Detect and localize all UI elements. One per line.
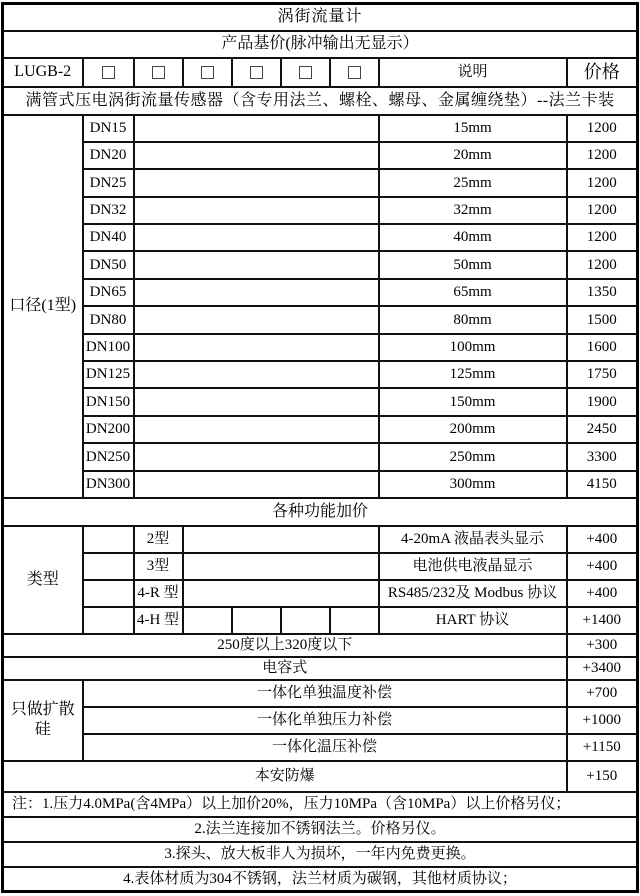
note-line: 4.表体材质为304不锈钢，法兰材质为碳钢，其他材质协议； [3,867,638,892]
type-desc-cell: 4-20mA 液晶表头显示 [379,526,567,553]
model-option-cell [232,58,281,87]
spacer-cell [83,580,134,607]
size-cell: 65mm [379,279,567,306]
type-cell: 4-H 型 [134,607,183,634]
table-row [3,580,638,607]
model-option-cell [183,58,232,87]
spacer-cell [134,361,379,388]
price-cell: 1200 [567,115,638,142]
table-row [3,388,638,415]
model-option-cell [83,58,134,87]
price-cell: 2450 [567,416,638,443]
price-cell: +700 [567,680,638,707]
price-cell: 1200 [567,142,638,169]
spacer-cell [183,526,379,553]
option-desc-cell: 一体化单独压力补偿 [83,707,567,734]
price-cell: +300 [567,634,638,657]
page-title: 涡街流量计 [3,4,638,31]
size-cell: 40mm [379,224,567,251]
price-cell: +3400 [567,657,638,680]
spacer-cell [281,607,330,634]
table-row [3,867,638,892]
dn-cell: DN32 [83,197,134,224]
spacer-cell [134,306,379,333]
table-row [3,761,638,792]
spacer-cell [134,443,379,470]
type-desc-cell: RS485/232及 Modbus 协议 [379,580,567,607]
price-cell: +400 [567,526,638,553]
table-row [3,142,638,169]
option-desc-cell: 电容式 [3,657,567,680]
price-cell: 1200 [567,224,638,251]
size-cell: 250mm [379,443,567,470]
spacer-cell [83,607,134,634]
size-cell: 20mm [379,142,567,169]
size-cell: 25mm [379,169,567,196]
price-cell: 1350 [567,279,638,306]
size-cell: 150mm [379,388,567,415]
option-desc-cell: 一体化温压补偿 [83,734,567,761]
checkbox-icon [250,66,263,79]
spacer-cell [232,607,281,634]
table-row [3,634,638,657]
price-cell: +400 [567,553,638,580]
model-code: LUGB-2 [3,58,83,87]
model-option-cell [134,58,183,87]
dn-cell: DN250 [83,443,134,470]
dn-cell: DN150 [83,388,134,415]
checkbox-icon [152,66,165,79]
table-row [3,334,638,361]
spacer-cell [134,197,379,224]
type-cell: 2型 [134,526,183,553]
base-price-subtitle: 产品基价(脉冲输出无显示） [3,31,638,58]
size-cell: 300mm [379,471,567,498]
dn-cell: DN20 [83,142,134,169]
table-row [3,498,638,526]
size-cell: 125mm [379,361,567,388]
table-row [3,471,638,498]
price-column-header: 价格 [567,58,638,87]
table-row [3,607,638,634]
type-desc-cell: 电池供电液晶显示 [379,553,567,580]
table-row [3,553,638,580]
sensor-description-banner: 满管式压电涡街流量传感器（含专用法兰、螺栓、螺母、金属缠绕垫）--法兰卡装 [3,87,638,115]
option-desc-cell: 本安防爆 [3,761,567,792]
option-desc-cell: 一体化单独温度补偿 [83,680,567,707]
table-row [3,197,638,224]
table-row [3,224,638,251]
price-cell: 1600 [567,334,638,361]
table-row [3,707,638,734]
table-row [3,4,638,31]
table-row [3,842,638,867]
dn-cell: DN25 [83,169,134,196]
table-row [3,526,638,553]
spacer-cell [134,224,379,251]
table-row [3,251,638,278]
spacer-cell [183,553,379,580]
dn-cell: DN80 [83,306,134,333]
table-row [3,416,638,443]
size-cell: 200mm [379,416,567,443]
price-cell: 1200 [567,251,638,278]
note-line: 注：1.压力4.0MPa(含4MPa）以上加价20%，压力10MPa（含10MPa）以上价格另仪； [3,792,638,817]
price-cell: 1750 [567,361,638,388]
table-row [3,115,638,142]
spacer-cell [134,251,379,278]
flowmeter-price-table [1,2,639,893]
checkbox-icon [348,66,361,79]
price-cell: +400 [567,580,638,607]
note-line: 3.探头、放大板非人为损坏，一年内免费更换。 [3,842,638,867]
type-cell: 3型 [134,553,183,580]
model-option-cell [281,58,330,87]
description-column-header: 说明 [379,58,567,87]
option-desc-cell: 250度以上320度以下 [3,634,567,657]
price-cell: 1200 [567,169,638,196]
spacer-cell [134,142,379,169]
price-cell: 1900 [567,388,638,415]
price-cell: +150 [567,761,638,792]
table-row [3,31,638,58]
price-cell: +1150 [567,734,638,761]
table-row [3,306,638,333]
dn-cell: DN300 [83,471,134,498]
type-desc-cell: HART 协议 [379,607,567,634]
checkbox-icon [102,66,115,79]
spacer-cell [134,416,379,443]
dn-cell: DN100 [83,334,134,361]
spacer-cell [83,553,134,580]
table-row [3,817,638,842]
spacer-cell [134,388,379,415]
price-cell: 3300 [567,443,638,470]
spacer-cell [183,580,379,607]
note-line: 2.法兰连接加不锈钢法兰。价格另仪。 [3,817,638,842]
dn-cell: DN40 [83,224,134,251]
table-row [3,680,638,707]
spacer-cell [83,526,134,553]
checkbox-icon [299,66,312,79]
size-cell: 32mm [379,197,567,224]
dn-cell: DN125 [83,361,134,388]
dn-cell: DN65 [83,279,134,306]
price-cell: +1400 [567,607,638,634]
diameter-section-label: 口径(1型) [3,115,83,498]
table-row [3,87,638,115]
model-option-cell [330,58,379,87]
size-cell: 100mm [379,334,567,361]
price-cell: 1200 [567,197,638,224]
spacer-cell [183,607,232,634]
table-row [3,792,638,817]
addons-section-header: 各种功能加价 [3,498,638,526]
table-row [3,361,638,388]
table-row [3,657,638,680]
dn-cell: DN200 [83,416,134,443]
spacer-cell [134,169,379,196]
price-cell: 1500 [567,306,638,333]
size-cell: 15mm [379,115,567,142]
spacer-cell [134,115,379,142]
size-cell: 80mm [379,306,567,333]
dn-cell: DN15 [83,115,134,142]
table-row [3,279,638,306]
spacer-cell [330,607,379,634]
size-cell: 50mm [379,251,567,278]
spacer-cell [134,334,379,361]
spacer-cell [134,279,379,306]
checkbox-icon [201,66,214,79]
price-cell: 4150 [567,471,638,498]
spacer-cell [134,471,379,498]
dn-cell: DN50 [83,251,134,278]
model-header-row [3,58,638,87]
table-row [3,734,638,761]
table-row [3,169,638,196]
table-row [3,443,638,470]
type-cell: 4-R 型 [134,580,183,607]
silicon-section-label: 只做扩散硅 [3,680,83,761]
price-cell: +1000 [567,707,638,734]
type-section-label: 类型 [3,526,83,634]
